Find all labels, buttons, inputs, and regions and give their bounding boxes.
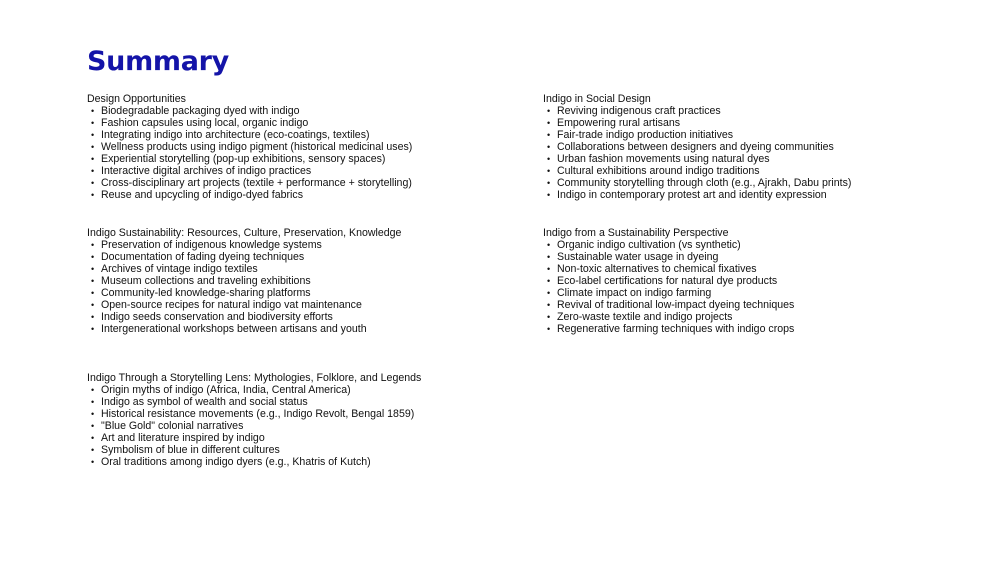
list-item — [87, 384, 421, 396]
section-heading: Indigo in Social Design — [543, 93, 651, 105]
list-item-text: Archives of vintage indigo textiles — [101, 263, 258, 275]
list-item — [87, 239, 401, 251]
list-item — [543, 189, 851, 201]
bullet-icon: • — [547, 276, 551, 286]
list-item-text: Experiential storytelling (pop-up exhibitions, sensory spaces) — [101, 153, 386, 165]
bullet-icon: • — [91, 445, 95, 455]
list-item — [87, 396, 421, 408]
list-item — [87, 456, 421, 468]
bullet-icon: • — [547, 178, 551, 188]
list-item-text: Interactive digital archives of indigo practices — [101, 165, 312, 177]
bullet-icon: • — [91, 421, 95, 431]
list-item — [543, 239, 794, 251]
list-item-text: Revival of traditional low-impact dyeing techniques — [557, 299, 795, 311]
list-item — [87, 311, 401, 323]
list-item-text: Oral traditions among indigo dyers (e.g., Khatris of Kutch) — [101, 456, 371, 468]
list-item — [543, 263, 794, 275]
bullet-icon: • — [547, 106, 551, 116]
bullet-icon: • — [91, 252, 95, 262]
list-item — [543, 299, 794, 311]
list-item-text: Cultural exhibitions around indigo traditions — [557, 165, 760, 177]
list-item-text: Urban fashion movements using natural dyes — [557, 153, 770, 165]
section-heading: Indigo from a Sustainability Perspective — [543, 227, 729, 239]
section-heading: Indigo Through a Storytelling Lens: Mythologies, Folklore, and Legends — [87, 372, 422, 384]
list-item — [87, 165, 412, 177]
bullet-icon: • — [91, 385, 95, 395]
bullet-icon: • — [547, 264, 551, 274]
list-item-text: Intergenerational workshops between artisans and youth — [101, 323, 367, 335]
list-item — [87, 177, 412, 189]
bullet-list — [87, 239, 401, 335]
section-heading: Design Opportunities — [87, 93, 186, 105]
bullet-icon: • — [547, 312, 551, 322]
list-item — [543, 275, 794, 287]
list-item-text: Fashion capsules using local, organic indigo — [101, 117, 309, 129]
bullet-icon: • — [91, 142, 95, 152]
bullet-icon: • — [547, 288, 551, 298]
list-item-text: Preservation of indigenous knowledge systems — [101, 239, 322, 251]
list-item-text: Museum collections and traveling exhibitions — [101, 275, 311, 287]
bullet-icon: • — [91, 154, 95, 164]
bullet-icon: • — [91, 288, 95, 298]
list-item — [543, 117, 851, 129]
bullet-list — [87, 384, 421, 468]
list-item — [87, 153, 412, 165]
list-item — [87, 251, 401, 263]
list-item — [87, 105, 412, 117]
list-item-text: Art and literature inspired by indigo — [101, 432, 265, 444]
bullet-icon: • — [91, 130, 95, 140]
list-item — [543, 177, 851, 189]
list-item-text: Eco-label certifications for natural dye products — [557, 275, 778, 287]
list-item — [87, 420, 421, 432]
list-item — [87, 323, 401, 335]
bullet-icon: • — [547, 142, 551, 152]
list-item — [87, 275, 401, 287]
list-item — [543, 323, 794, 335]
list-item — [87, 141, 412, 153]
list-item — [543, 129, 851, 141]
list-item — [87, 117, 412, 129]
bullet-icon: • — [91, 409, 95, 419]
bullet-icon: • — [91, 300, 95, 310]
list-item — [543, 105, 851, 117]
list-item-text: Organic indigo cultivation (vs synthetic) — [557, 239, 741, 251]
list-item — [87, 299, 401, 311]
list-item-text: Indigo as symbol of wealth and social status — [101, 396, 308, 408]
list-item-text: Symbolism of blue in different cultures — [101, 444, 280, 456]
list-item — [543, 141, 851, 153]
list-item-text: Indigo in contemporary protest art and identity expression — [557, 189, 827, 201]
list-item-text: Empowering rural artisans — [557, 117, 681, 129]
bullet-list — [543, 105, 851, 201]
bullet-icon: • — [91, 397, 95, 407]
bullet-list — [87, 105, 412, 201]
list-item-text: Community-led knowledge-sharing platforms — [101, 287, 311, 299]
bullet-icon: • — [547, 190, 551, 200]
list-item — [87, 189, 412, 201]
section-heading: Indigo Sustainability: Resources, Culture, Preservation, Knowledge — [87, 227, 402, 239]
bullet-icon: • — [91, 106, 95, 116]
list-item — [87, 444, 421, 456]
list-item-text: Reuse and upcycling of indigo-dyed fabrics — [101, 189, 303, 201]
list-item-text: Community storytelling through cloth (e.g., Ajrakh, Dabu prints) — [557, 177, 852, 189]
list-item-text: Cross-disciplinary art projects (textile + performance + storytelling) — [101, 177, 412, 189]
list-item — [543, 311, 794, 323]
section-social-design — [543, 93, 851, 201]
list-item — [87, 129, 412, 141]
bullet-icon: • — [91, 190, 95, 200]
list-item-text: Open-source recipes for natural indigo vat maintenance — [101, 299, 362, 311]
section-design-opportunities — [87, 93, 412, 201]
bullet-icon: • — [547, 130, 551, 140]
bullet-icon: • — [91, 118, 95, 128]
list-item-text: Wellness products using indigo pigment (historical medicinal uses) — [101, 141, 413, 153]
list-item-text: Origin myths of indigo (Africa, India, Central America) — [101, 384, 351, 396]
list-item-text: Indigo seeds conservation and biodiversity efforts — [101, 311, 333, 323]
list-item — [87, 408, 421, 420]
section-sustainability-resources — [87, 227, 401, 335]
bullet-icon: • — [91, 166, 95, 176]
page-title: Summary — [87, 46, 229, 77]
bullet-icon: • — [91, 178, 95, 188]
list-item-text: Collaborations between designers and dyeing communities — [557, 141, 834, 153]
bullet-icon: • — [91, 324, 95, 334]
bullet-icon: • — [547, 118, 551, 128]
list-item-text: Historical resistance movements (e.g., Indigo Revolt, Bengal 1859) — [101, 408, 415, 420]
list-item-text: Fair-trade indigo production initiatives — [557, 129, 734, 141]
bullet-icon: • — [91, 457, 95, 467]
list-item-text: Biodegradable packaging dyed with indigo — [101, 105, 300, 117]
list-item — [543, 165, 851, 177]
bullet-icon: • — [91, 276, 95, 286]
list-item — [87, 263, 401, 275]
list-item-text: Non-toxic alternatives to chemical fixatives — [557, 263, 757, 275]
list-item — [543, 251, 794, 263]
list-item-text: Documentation of fading dyeing techniques — [101, 251, 305, 263]
bullet-list — [543, 239, 794, 335]
bullet-icon: • — [547, 240, 551, 250]
list-item-text: Reviving indigenous craft practices — [557, 105, 721, 117]
bullet-icon: • — [91, 240, 95, 250]
bullet-icon: • — [91, 312, 95, 322]
list-item-text: Climate impact on indigo farming — [557, 287, 712, 299]
list-item — [543, 153, 851, 165]
section-sustainability-perspective — [543, 227, 794, 335]
bullet-icon: • — [547, 166, 551, 176]
bullet-icon: • — [547, 324, 551, 334]
bullet-icon: • — [547, 154, 551, 164]
list-item — [543, 287, 794, 299]
bullet-icon: • — [91, 264, 95, 274]
list-item-text: Regenerative farming techniques with indigo crops — [557, 323, 795, 335]
bullet-icon: • — [547, 300, 551, 310]
section-storytelling-lens — [87, 372, 421, 468]
bullet-icon: • — [547, 252, 551, 262]
list-item — [87, 287, 401, 299]
list-item-text: Zero-waste textile and indigo projects — [557, 311, 733, 323]
list-item-text: Integrating indigo into architecture (eco-coatings, textiles) — [101, 129, 370, 141]
list-item-text: "Blue Gold" colonial narratives — [101, 420, 244, 432]
list-item — [87, 432, 421, 444]
list-item-text: Sustainable water usage in dyeing — [557, 251, 719, 263]
bullet-icon: • — [91, 433, 95, 443]
